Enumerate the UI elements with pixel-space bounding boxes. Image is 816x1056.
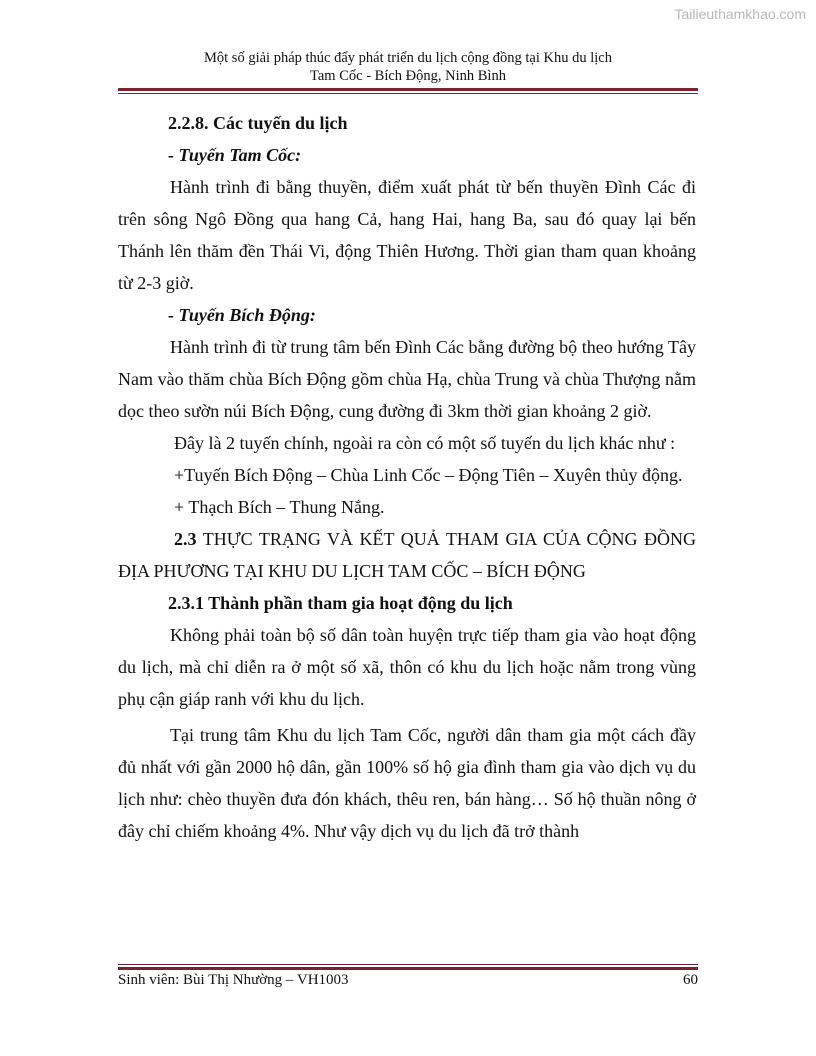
route-tam-coc-title: - Tuyến Tam Cốc: bbox=[168, 145, 302, 165]
paragraph-2: Tại trung tâm Khu du lịch Tam Cốc, người dân tham gia một cách đầy đủ nhất với gần 2000 hộ dân, gần 100% số hộ gia đình tham gia vào dịch vụ du lịch như: chèo thuyền đưa đón khách, thêu ren, bán hàng… Số hộ thuần nông ở đây chỉ chiếm khoảng 4%. Như vậy dịch vụ du lịch đã trở thành bbox=[118, 725, 696, 841]
header-line-1: Một số giải pháp thúc đẩy phát triển du lịch cộng đồng tại Khu du lịch bbox=[204, 50, 612, 66]
route-bich-dong-title: - Tuyến Bích Động: bbox=[168, 305, 316, 325]
header-rule-thin bbox=[118, 93, 698, 94]
page-body bbox=[118, 107, 696, 847]
header-line-2: Tam Cốc - Bích Động, Ninh Bình bbox=[310, 68, 506, 84]
footer-rule-thin bbox=[118, 964, 698, 965]
running-header bbox=[118, 49, 698, 85]
heading-2-3-1: 2.3.1 Thành phần tham gia hoạt động du lịch bbox=[168, 593, 513, 613]
watermark: Tailieuthamkhao.com bbox=[674, 6, 806, 22]
other-routes-intro: Đây là 2 tuyến chính, ngoài ra còn có một số tuyến du lịch khác như : bbox=[174, 433, 676, 453]
footer-rule-thick bbox=[118, 967, 698, 970]
route-bich-dong-text: Hành trình đi từ trung tâm bến Đình Các bằng đường bộ theo hướng Tây Nam vào thăm chùa Bích Động gồm chùa Hạ, chùa Trung và chùa Thượng nằm dọc theo sườn núi Bích Động, cung đường đi 3km thời gian khoảng 2 giờ. bbox=[118, 337, 696, 421]
page-number: 60 bbox=[683, 972, 698, 988]
heading-2-2-8: 2.2.8. Các tuyến du lịch bbox=[168, 113, 348, 133]
section-2-3-number: 2.3 bbox=[174, 529, 197, 549]
route-tam-coc-text: Hành trình đi bằng thuyền, điểm xuất phát từ bến thuyền Đình Các đi trên sông Ngô Đồng qua hang Cả, hang Hai, hang Ba, sau đó quay lại bến Thánh lên thăm đền Thái Vi, động Thiên Hương. Thời gian tham quan khoảng từ 2-3 giờ. bbox=[118, 177, 696, 293]
other-route-1: +Tuyến Bích Động – Chùa Linh Cốc – Động Tiên – Xuyên thủy động. bbox=[174, 465, 683, 485]
footer-student: Sinh viên: Bùi Thị Nhường – VH1003 bbox=[118, 972, 349, 988]
section-2-3-title: THỰC TRẠNG VÀ KẾT QUẢ THAM GIA CỦA CỘNG ĐỒNG ĐỊA PHƯƠNG TẠI KHU DU LỊCH TAM CỐC – BÍCH ĐỘNG bbox=[118, 529, 696, 581]
other-route-2: + Thạch Bích – Thung Nắng. bbox=[174, 497, 385, 517]
header-rule-thick bbox=[118, 88, 698, 91]
paragraph-1: Không phải toàn bộ số dân toàn huyện trực tiếp tham gia vào hoạt động du lịch, mà chỉ diễn ra ở một số xã, thôn có khu du lịch hoặc nằm trong vùng phụ cận giáp ranh với khu du lịch. bbox=[118, 625, 696, 709]
page-footer bbox=[118, 972, 698, 989]
section-2-3-heading bbox=[118, 523, 696, 587]
